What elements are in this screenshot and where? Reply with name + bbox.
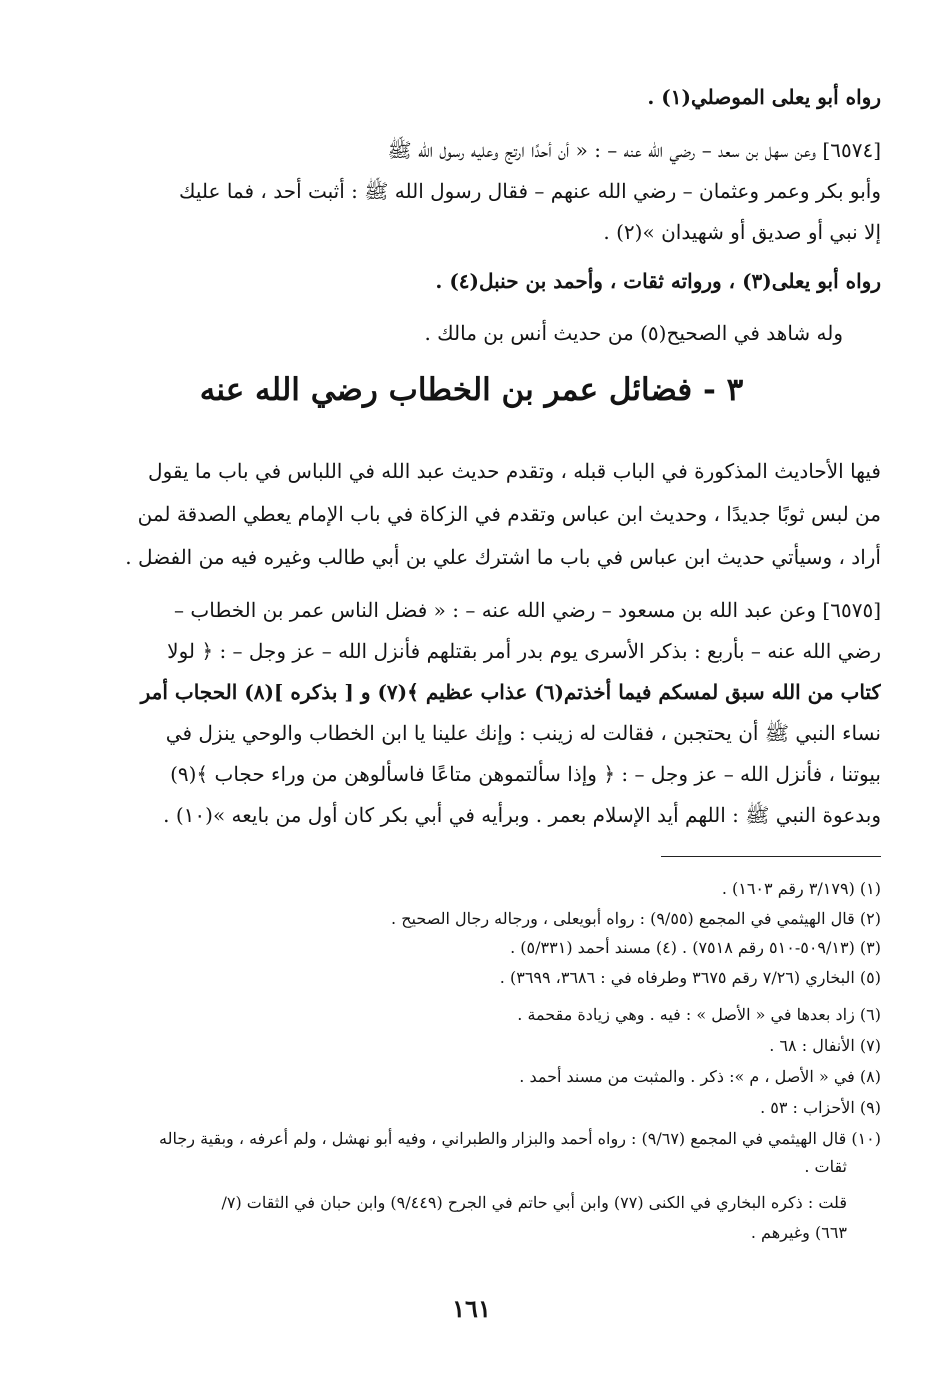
footnote-10-line-4: ٦٦٣) وغيرهم . xyxy=(750,1223,847,1242)
footnote-3-4: (٣) (٥٠٩/١٣-٥١٠ رقم ٧٥١٨) . (٤) مسند أحمد (٥/٣٣١) . xyxy=(510,938,881,957)
intro-line-2: من لبس ثوبًا جديدًا ، وحديث ابن عباس وتقدم في الزكاة في باب الإمام يعطي الصدقة لمن xyxy=(137,502,881,526)
hadith-6575-line-6: وبدعوة النبي ﷺ : اللهم أيد الإسلام بعمر . وبرأيه في أبي بكر كان أول من بايعه »(١٠) . xyxy=(163,803,881,827)
intro-line-1: فيها الأحاديث المذكورة في الباب قبله ، وتقدم حديث عبد الله في اللباس في باب ما يقول xyxy=(148,459,881,483)
hadith-6575-line-4: نساء النبي ﷺ أن يحتجبن ، فقالت له زينب : وإنك علينا يا ابن الخطاب والوحي ينزل في xyxy=(165,721,881,745)
footnote-9: (٩) الأحزاب : ٥٣ . xyxy=(760,1098,881,1117)
footnote-2: (٢) قال الهيثمي في المجمع (٩/٥٥) : رواه أبويعلى ، ورجاله رجال الصحيح . xyxy=(391,909,881,928)
hadith-6574-line-2: وأبو بكر وعمر وعثمان – رضي الله عنهم – فقال رسول الله ﷺ : أثبت أحد ، فما عليك xyxy=(179,179,881,203)
footnote-8: (٨) في « الأصل ، م »: ذكر . والمثبت من مسند أحمد . xyxy=(519,1067,881,1086)
footnote-7: (٧) الأنفال : ٦٨ . xyxy=(769,1036,881,1055)
hadith-6575-line-5: بيوتنا ، فأنزل الله – عز وجل – : ﴿ وإذا سألتموهن متاعًا فاسألوهن من وراء حجاب ﴾(٩) xyxy=(170,762,881,786)
footnote-separator xyxy=(661,856,881,857)
witness-line: وله شاهد في الصحيح(٥) من حديث أنس بن مالك . xyxy=(424,321,843,345)
footnote-6: (٦) زاد بعدها في « الأصل » : فيه . وهي زيادة مقحمة . xyxy=(517,1005,881,1024)
section-title: ٣ - فضائل عمر بن الخطاب رضي الله عنه xyxy=(199,372,744,408)
intro-line-3: أراد ، وسيأتي حديث ابن عباس في باب ما اشترك علي بن أبي طالب وغيره فيه من الفضل . xyxy=(125,545,881,569)
hadith-6575-line-1: [٦٥٧٥] وعن عبد الله بن مسعود – رضي الله عنه – : « فضل الناس عمر بن الخطاب – xyxy=(174,598,881,622)
hadith-6574-line-3: إلا نبي أو صديق أو شهيدان »(٢) . xyxy=(603,220,881,244)
footnote-10-line-2: ثقات . xyxy=(804,1157,847,1176)
source-line-1: رواه أبو يعلى الموصلي(١) . xyxy=(647,85,881,109)
hadith-6574-line-1: [٦٥٧٤] وعن سهل بن سعد – رضي الله عنه – : « أن أحدًا ارتج وعليه رسول الله ﷺ xyxy=(387,138,881,162)
footnote-5: (٥) البخاري (٧/٢٦ رقم ٣٦٧٥ وطرفاه في : ٣٦٨٦، ٣٦٩٩) . xyxy=(499,968,881,987)
footnote-10-line-3: قلت : ذكره البخاري في الكنى (٧٧) وابن أبي حاتم في الجرح (٩/٤٤٩) وابن حبان في الثقات (٧/ xyxy=(221,1193,847,1212)
hadith-6575-line-3: كتاب من الله سبق لمسكم فيما أخذتم(٦) عذاب عظيم ﴾(٧) و [ بذكره ](٨) الحجاب أمر xyxy=(140,680,881,704)
source-line-2: رواه أبو يعلى(٣) ، ورواته ثقات ، وأحمد بن حنبل(٤) . xyxy=(435,269,881,293)
footnote-10-line-1: (١٠) قال الهيثمي في المجمع (٩/٦٧) : رواه أحمد والبزار والطبراني ، وفيه أبو نهشل ، ولم أعرفه ، وبقية رجاله xyxy=(159,1129,881,1148)
page-number: ١٦١ xyxy=(452,1294,491,1323)
hadith-6575-line-2: رضي الله عنه – بأربع : بذكر الأسرى يوم بدر أمر بقتلهم فأنزل الله – عز وجل – : ﴿ لولا xyxy=(167,639,881,663)
footnote-1: (١) (٣/١٧٩ رقم ١٦٠٣) . xyxy=(721,879,881,898)
